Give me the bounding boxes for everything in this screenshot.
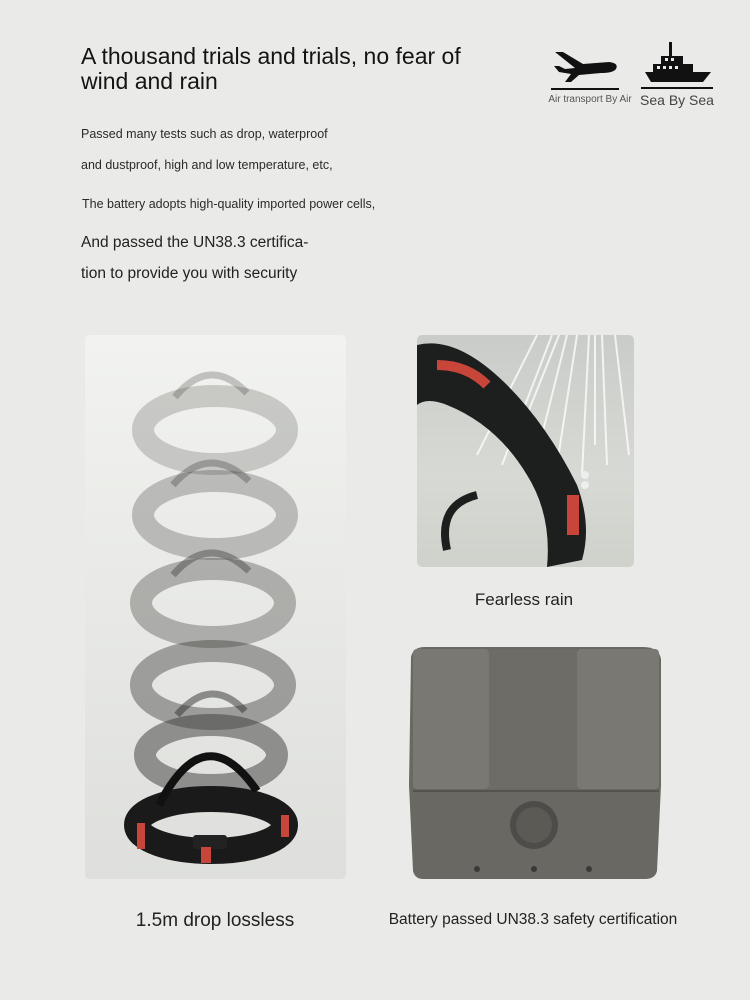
page-title bbox=[81, 44, 511, 94]
battery-illustration bbox=[403, 645, 665, 883]
sea-transport-label: Sea By Sea bbox=[640, 92, 714, 108]
airplane-icon bbox=[549, 44, 621, 94]
drop-test-photo bbox=[85, 335, 346, 879]
headline-line-2: wind and rain bbox=[81, 68, 218, 94]
air-transport-badge bbox=[545, 44, 635, 105]
headline-line-1: A thousand trials and trials, no fear of bbox=[81, 43, 461, 69]
rain-illustration bbox=[417, 335, 634, 567]
intro-line-3: The battery adopts high-quality imported power cells, bbox=[82, 197, 376, 211]
intro-line-5: tion to provide you with security bbox=[81, 265, 298, 282]
air-transport-label: Air transport By Air bbox=[548, 94, 632, 105]
battery-caption: Battery passed UN38.3 safety certification bbox=[388, 911, 678, 928]
sea-transport-badge bbox=[636, 38, 718, 108]
drop-sequence-illustration bbox=[85, 335, 346, 879]
intro-line-1: Passed many tests such as drop, waterproof bbox=[81, 127, 328, 141]
battery-photo bbox=[403, 645, 665, 883]
intro-line-2: and dustproof, high and low temperature, etc, bbox=[81, 158, 333, 172]
drop-caption: 1.5m drop lossless bbox=[135, 910, 295, 931]
rain-test-photo bbox=[417, 335, 634, 567]
rain-caption: Fearless rain bbox=[474, 590, 574, 609]
intro-line-4: And passed the UN38.3 certifica- bbox=[81, 234, 309, 251]
ship-icon bbox=[639, 38, 715, 92]
